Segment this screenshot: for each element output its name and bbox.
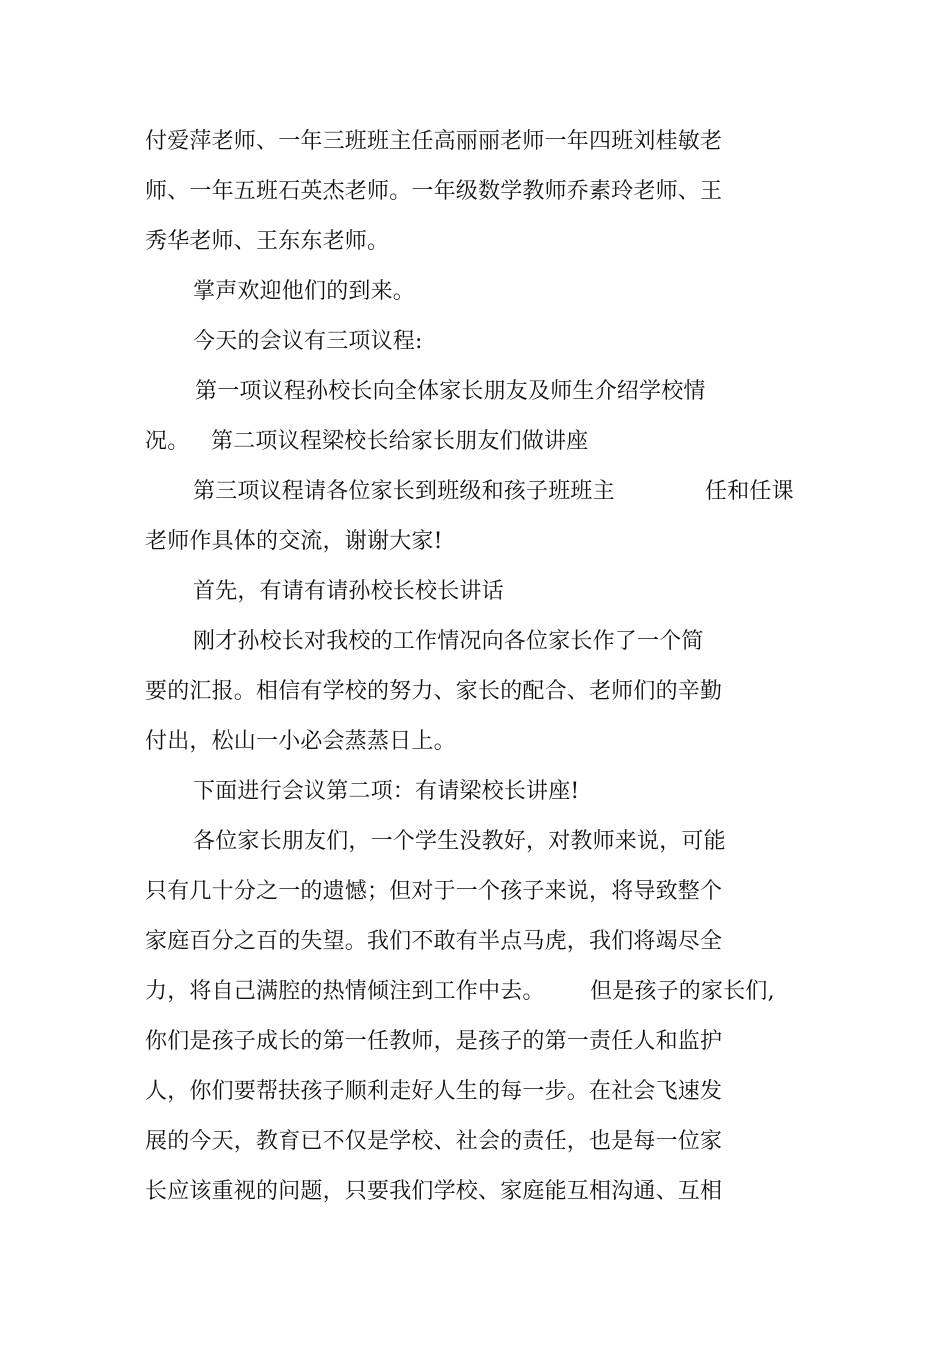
text-line: 人，你们要帮扶孩子顺利走好人生的每一步。在社会飞速发 — [145, 1079, 723, 1104]
text-line: 刚才孙校长对我校的工作情况向各位家长作了一个简 — [193, 629, 704, 654]
text-line: 付爱萍老师、一年三班班主任高丽丽老师一年四班刘桂敏老 — [145, 129, 723, 154]
text-line: 秀华老师、王东东老师。 — [145, 229, 390, 254]
text-line: 下面进行会议第二项：有请梁校长讲座! — [193, 779, 580, 804]
text-line: 家庭百分之百的失望。我们不敢有半点马虎，我们将竭尽全 — [145, 929, 723, 954]
text-line: 要的汇报。相信有学校的努力、家长的配合、老师们的辛勤 — [145, 679, 723, 704]
text-line: 各位家长朋友们，一个学生没教好，对教师来说，可能 — [193, 829, 726, 854]
text-line: 师、一年五班石英杰老师。一年级数学教师乔素玲老师、王 — [145, 179, 723, 204]
text-line: 但是孩子的家长们, — [590, 979, 775, 1004]
text-line: 你们是孩子成长的第一任教师，是孩子的第一责任人和监护 — [145, 1029, 723, 1054]
text-line: 力，将自己满腔的热情倾注到工作中去。 — [145, 979, 545, 1004]
text-line: 任和任课 — [705, 479, 794, 504]
text-line: 只有几十分之一的遗憾；但对于一个孩子来说，将导致整个 — [145, 879, 723, 904]
text-line: 第三项议程请各位家长到班级和孩子班班主 — [193, 479, 615, 504]
text-line: 首先，有请有请孙校长校长讲话 — [193, 579, 504, 604]
text-line: 第一项议程孙校长向全体家长朋友及师生介绍学校情 — [195, 379, 706, 404]
text-line: 今天的会议有三项议程: — [193, 329, 423, 354]
text-line: 长应该重视的问题，只要我们学校、家庭能互相沟通、互相 — [145, 1179, 723, 1204]
text-line: 况。 第二项议程梁校长给家长朋友们做讲座 — [145, 429, 589, 454]
text-line: 付出，松山一小必会蒸蒸日上。 — [145, 729, 456, 754]
text-line: 展的今天，教育已不仅是学校、社会的责任，也是每一位家 — [145, 1129, 723, 1154]
text-line: 老师作具体的交流，谢谢大家! — [145, 529, 443, 554]
text-line: 掌声欢迎他们的到来。 — [193, 279, 416, 304]
